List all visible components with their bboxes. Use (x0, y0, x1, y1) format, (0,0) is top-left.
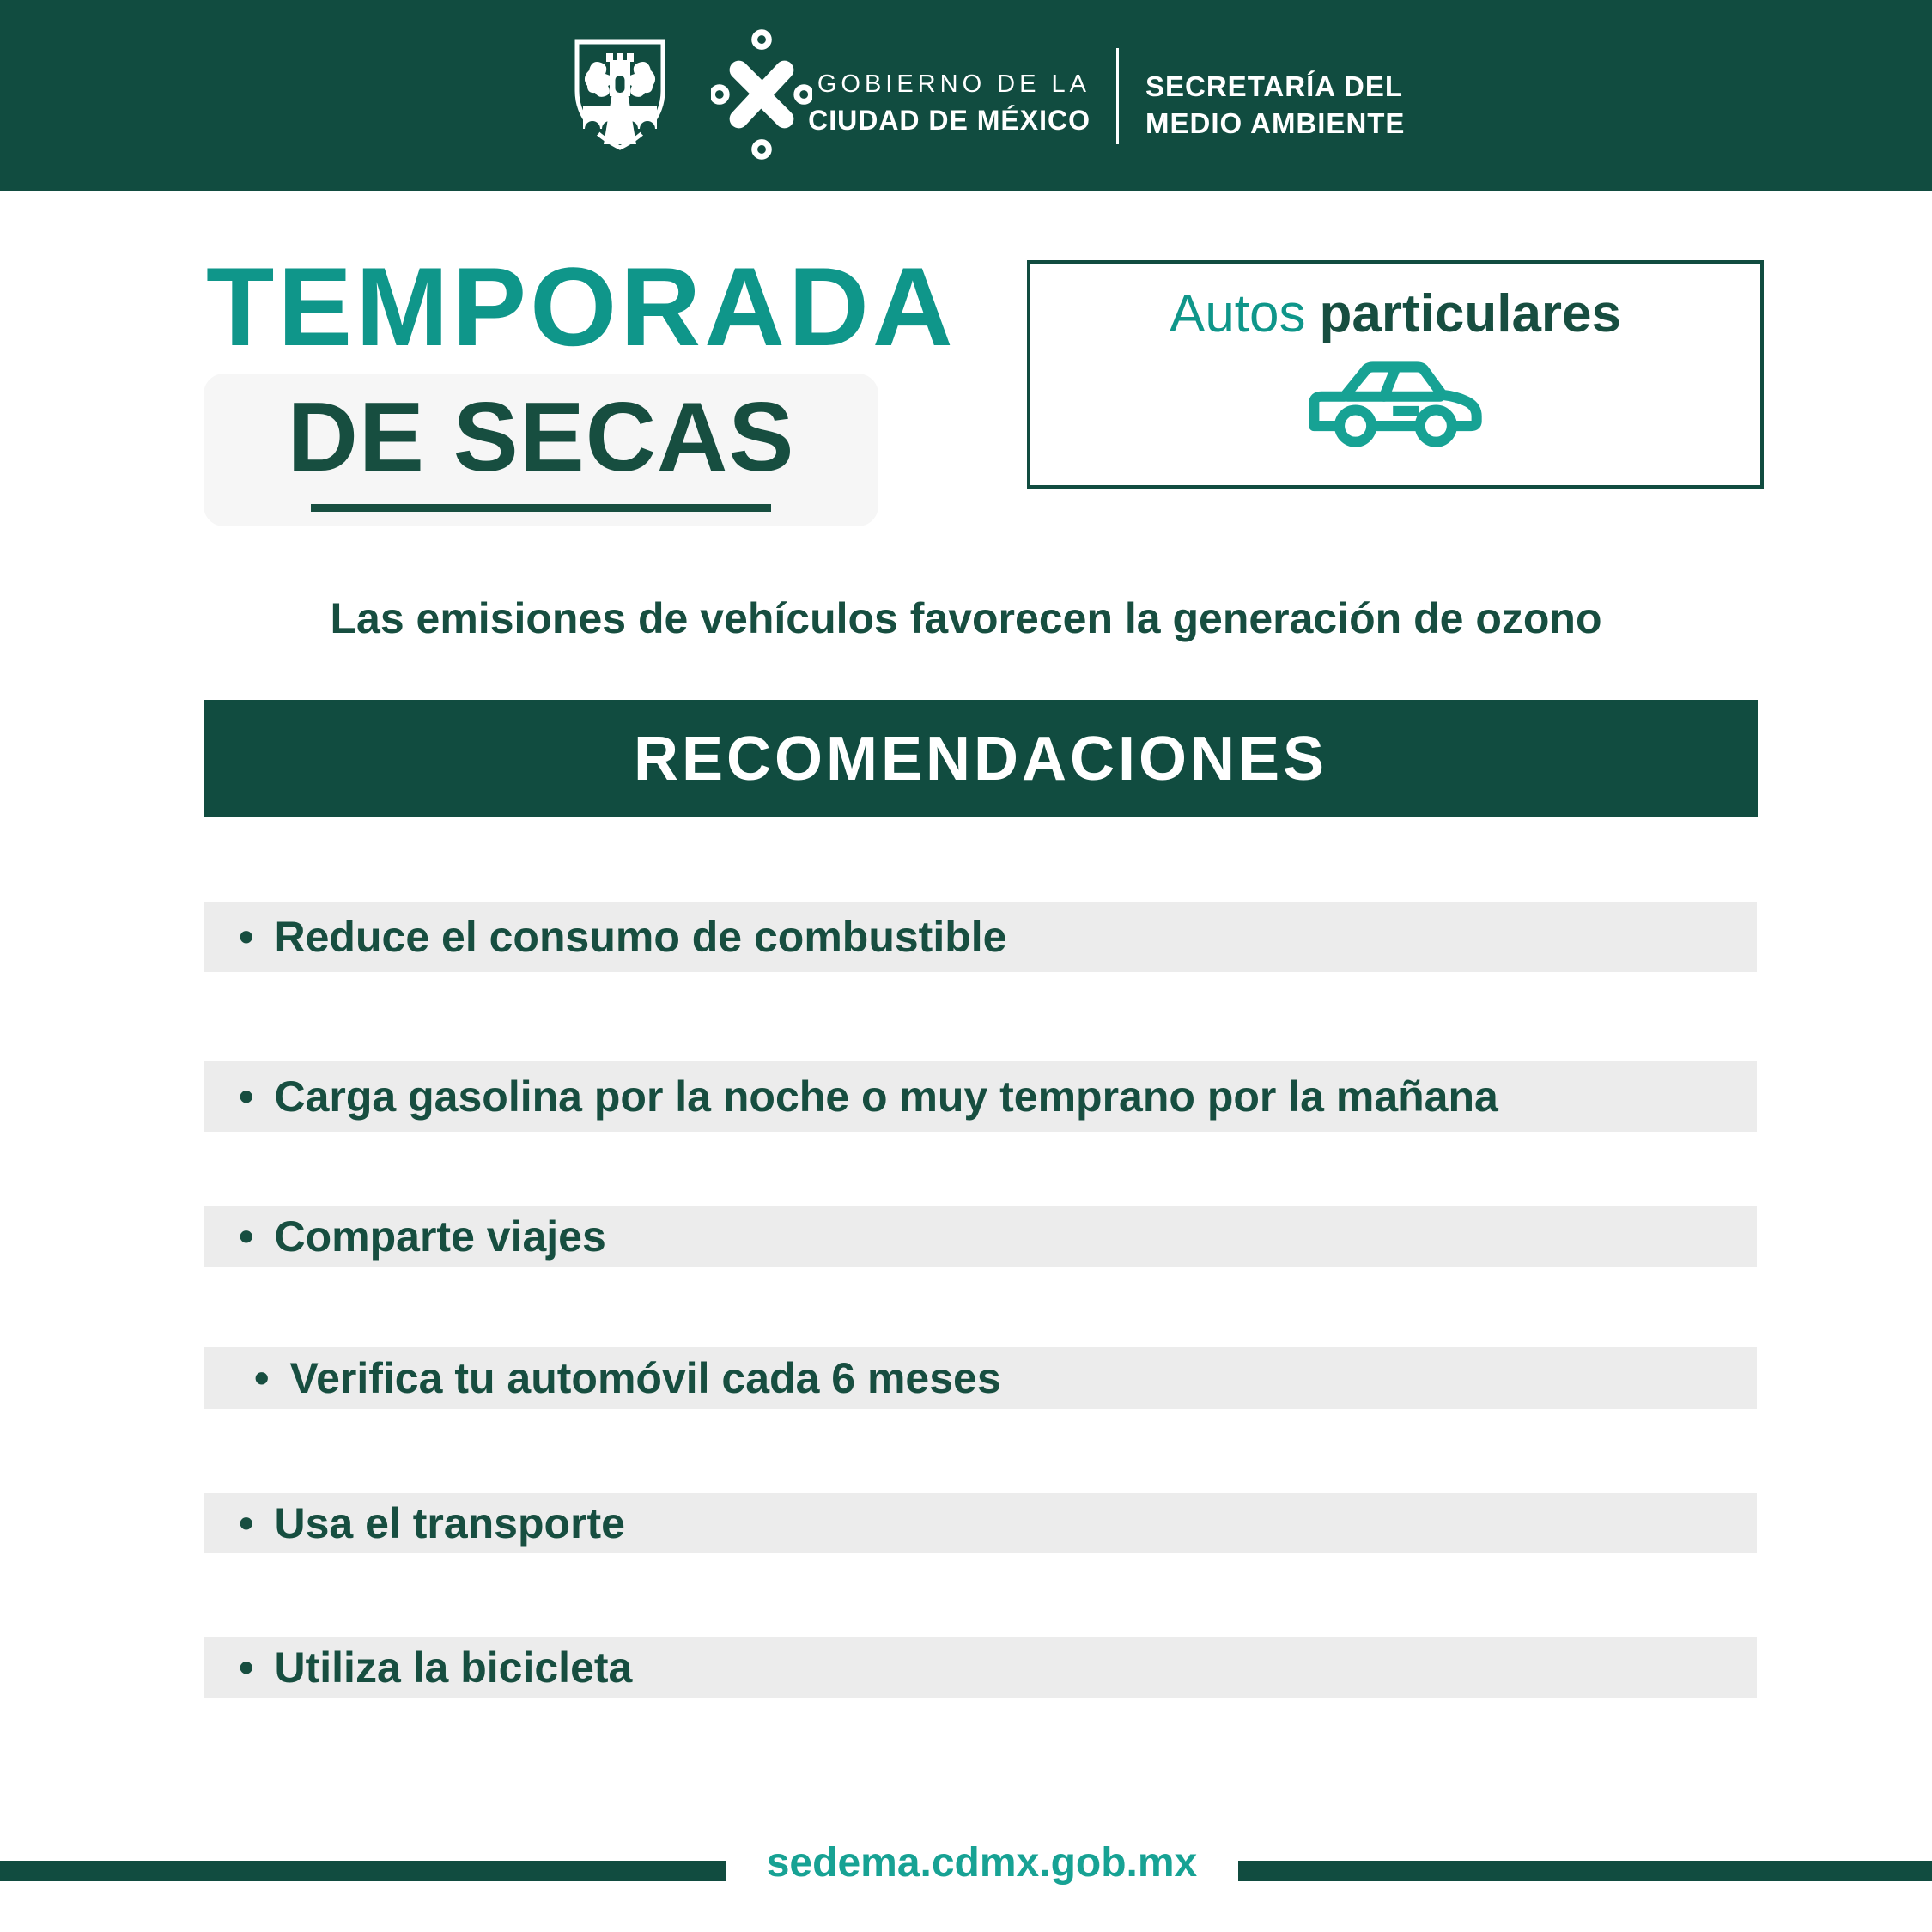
cdmx-coat-of-arms-icon (572, 38, 668, 153)
bullet-icon: • (239, 1643, 254, 1692)
bullet-icon: • (239, 913, 254, 961)
page-title-line1: TEMPORADA (206, 244, 957, 369)
recommendation-item (204, 902, 1757, 972)
recommendation-item (204, 1061, 1757, 1132)
secretariat-line1: SECRETARÍA DEL (1145, 70, 1404, 102)
government-wordmark (773, 72, 1091, 134)
category-box (1027, 260, 1764, 489)
secretariat-line2: MEDIO AMBIENTE (1145, 107, 1406, 139)
category-prefix: Autos (1169, 284, 1306, 343)
recommendation-label: Reduce el consumo de combustible (274, 913, 1007, 961)
recommendation-label: Verifica tu automóvil cada 6 meses (289, 1354, 1001, 1402)
subtitle-text: Las emisiones de vehículos favorecen la generación de ozono (330, 594, 1602, 642)
page-title-panel (204, 374, 878, 526)
section-header-banner: RECOMENDACIONES (204, 700, 1758, 817)
recommendation-label: Utiliza la bicicleta (274, 1643, 633, 1692)
bullet-icon: • (254, 1354, 270, 1402)
recommendation-item (204, 1493, 1757, 1553)
header-bar (0, 0, 1932, 191)
government-line2: CIUDAD DE MÉXICO (808, 105, 1091, 136)
footer-url: sedema.cdmx.gob.mx (766, 1840, 1198, 1886)
category-emphasis: particulares (1319, 284, 1622, 343)
title-underline (311, 504, 771, 512)
government-line1: GOBIERNO DE LA (817, 70, 1091, 98)
header-divider (1116, 48, 1119, 144)
bullet-icon: • (239, 1072, 254, 1121)
category-label (1030, 284, 1760, 343)
secretariat-wordmark (1145, 72, 1405, 137)
recommendation-item (204, 1637, 1757, 1698)
page-title-line2: DE SECAS (287, 383, 795, 492)
recommendation-label: Comparte viajes (274, 1212, 606, 1261)
recommendation-label: Carga gasolina por la noche o muy temprano por la mañana (274, 1072, 1498, 1121)
footer-bar-right (1238, 1861, 1932, 1881)
bullet-icon: • (239, 1212, 254, 1261)
car-icon (1291, 349, 1500, 449)
footer-bar-left (0, 1861, 726, 1881)
recommendation-label: Usa el transporte (274, 1499, 625, 1547)
recommendation-item (204, 1347, 1757, 1409)
bullet-icon: • (239, 1499, 254, 1547)
recommendation-item (204, 1206, 1757, 1267)
